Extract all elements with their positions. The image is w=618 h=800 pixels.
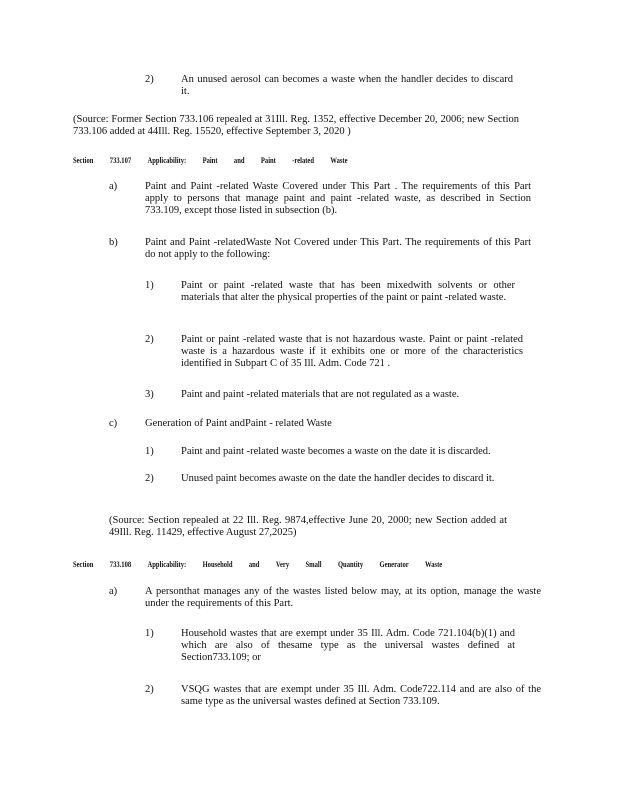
section-title-word: Applicability:	[147, 156, 187, 165]
item-number: 1)	[145, 280, 154, 291]
section-title-word: Applicability:	[147, 560, 187, 569]
item-number: 2)	[145, 74, 154, 85]
section-title-word: Paint	[202, 156, 218, 165]
subsection-text: Generation of Paint andPaint - related Waste	[145, 418, 332, 429]
subsection-text: Paint and Paint -relatedWaste Not Covered under This Part. The requirements of this Part do not apply to the following:	[145, 237, 531, 260]
item-text: An unused aerosol can becomes a waste when the handler decides to discard it.	[181, 74, 513, 97]
section-title-word: Waste	[330, 156, 348, 165]
section-heading-108	[73, 559, 457, 571]
section-heading-107	[73, 155, 362, 167]
subsection-letter: c)	[109, 418, 118, 429]
source-note: (Source: Section repealed at 22 Ill. Reg. 9874,effective June 20, 2000; new Section added at 49Ill. Reg. 11429, effective August 27,2025)	[109, 515, 507, 538]
section-title-word: and	[248, 560, 260, 569]
subsection-letter: a)	[109, 586, 118, 597]
item-number: 1)	[145, 628, 154, 639]
item-text: Paint or paint -related waste that is not hazardous waste. Paint or paint -related waste is a hazardous waste if it exhibits one or more of the characteristics identified in Subpart C of 35 Ill. Adm. Code 721 .	[181, 334, 523, 369]
item-text: VSQG wastes that are exempt under 35 Ill. Adm. Code722.114 and are also of the same type as the universal wastes defined at Section 733.109.	[181, 684, 541, 707]
item-text: Paint or paint -related waste that has been mixedwith solvents or other materials that alter the physical properties of the paint or paint -related waste.	[181, 280, 515, 303]
section-title-word: Paint	[260, 156, 276, 165]
source-note: (Source: Former Section 733.106 repealed at 31Ill. Reg. 1352, effective December 20, 2006; new Section 733.106 added at 44Ill. Reg. 15520, effective September 3, 2020 )	[73, 114, 519, 137]
section-title-word: and	[233, 156, 245, 165]
item-text: Unused paint becomes awaste on the date the handler decides to discard it.	[181, 473, 495, 484]
item-number: 2)	[145, 684, 154, 695]
section-number: 733.108	[109, 560, 132, 569]
item-text: Paint and paint -related materials that are not regulated as a waste.	[181, 389, 460, 400]
section-title-word: Household	[202, 560, 233, 569]
subsection-letter: b)	[109, 237, 118, 248]
section-number: 733.107	[109, 156, 132, 165]
subsection-text: A personthat manages any of the wastes listed below may, at its option, manage the waste under the requirements of this Part.	[145, 586, 541, 609]
item-number: 3)	[145, 389, 154, 400]
section-title-word: -related	[292, 156, 315, 165]
item-number: 2)	[145, 334, 154, 345]
section-title-word: Waste	[425, 560, 443, 569]
item-text: Paint and paint -related waste becomes a waste on the date it is discarded.	[181, 446, 491, 457]
item-text: Household wastes that are exempt under 35 Ill. Adm. Code 721.104(b)(1) and which are also of thesame type as the universal wastes defined at Section733.109; or	[181, 628, 515, 663]
item-number: 2)	[145, 473, 154, 484]
section-title-word: Quantity	[337, 560, 364, 569]
section-title-word: Very	[275, 560, 290, 569]
section-title-word: Generator	[379, 560, 409, 569]
section-label: Section	[73, 156, 94, 165]
item-number: 1)	[145, 446, 154, 457]
subsection-text: Paint and Paint -related Waste Covered under This Part . The requirements of this Part apply to persons that manage paint and paint -related waste, as described in Section 733.109, except those listed in subsection (b).	[145, 181, 531, 216]
section-label: Section	[73, 560, 94, 569]
section-title-word: Small	[305, 560, 322, 569]
subsection-letter: a)	[109, 181, 118, 192]
